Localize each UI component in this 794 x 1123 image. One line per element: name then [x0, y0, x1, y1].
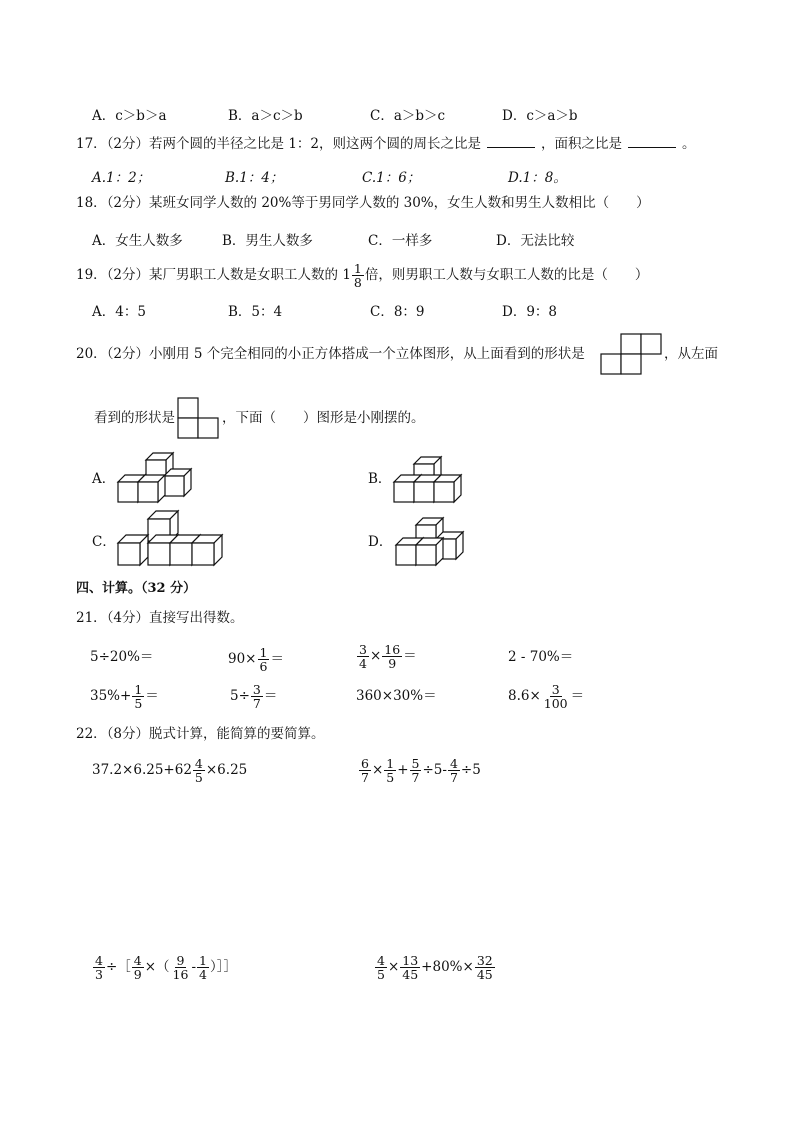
- cube-front-face: [396, 545, 416, 565]
- q19-option-b[interactable]: B．5：4: [228, 304, 283, 320]
- q19-options: [92, 300, 712, 320]
- q18-text: 某班女同学人数的 20%等于男同学人数的 30%，女生人数和男生人数相比（ ）: [149, 195, 650, 211]
- q19-text-a: 某厂男职工人数是女职工人数的: [149, 267, 339, 284]
- q22-expression-1[interactable]: 37.2×6.25+62 $\frac{4}{5}$ ×6.25: [92, 756, 248, 786]
- q20-option-a-label[interactable]: A．: [92, 471, 116, 487]
- top-view-figure: [601, 333, 663, 375]
- q17-option-c[interactable]: C.1：6；: [362, 170, 421, 186]
- q21-item-1[interactable]: 5÷20%＝: [90, 649, 154, 665]
- q18-option-c[interactable]: C．一样多: [368, 233, 433, 249]
- q20-text-d: ，下面（ ）图形是小刚摆的。: [222, 410, 425, 426]
- q22-text: 脱式计算，能简算的要简算。: [149, 726, 325, 742]
- q19-stem: [76, 262, 648, 289]
- q19-mixed-number: 1 $\frac{1}{8}$: [342, 261, 362, 291]
- cube-front-face: [434, 482, 454, 502]
- cube-front-face: [118, 543, 140, 565]
- q21-item-4[interactable]: 2 - 70%＝: [508, 649, 574, 665]
- q17-options: [92, 166, 712, 186]
- cube-front-face: [164, 476, 184, 496]
- cube-front-face: [394, 482, 414, 502]
- q22-score: （8分）: [106, 726, 150, 742]
- q22-stem: [76, 728, 325, 742]
- q22-expression-4[interactable]: $\frac{4}{5}$ × $\frac{13}{45}$ +80%× $\frac{32}{45}$: [377, 953, 493, 983]
- q20-number: 20．: [76, 346, 107, 362]
- q16-option-d[interactable]: D．c＞a＞b: [502, 108, 578, 124]
- q17-blank-1[interactable]: [487, 135, 535, 148]
- q19-score: （2分）: [106, 267, 150, 284]
- cube-front-face: [414, 482, 434, 502]
- q20-option-b-figure[interactable]: [390, 456, 462, 504]
- q17-option-d[interactable]: D.1：8。: [508, 170, 567, 186]
- q21-item-8[interactable]: 8.6× $\frac{3}{100}$ ＝: [508, 682, 585, 712]
- q20-text-a: 小刚用 5 个完全相同的小正方体搭成一个立体图形，从上面看到的形状是: [149, 346, 585, 362]
- q17-text-b: ，面积之比是: [541, 136, 623, 152]
- q21-text: 直接写出得数。: [149, 610, 244, 626]
- q21-score: （4分）: [106, 610, 150, 626]
- q17-option-a[interactable]: A.1：2；: [92, 170, 151, 186]
- q20-stem-line1: [76, 348, 585, 362]
- q21-stem: [76, 612, 244, 626]
- q19-number: 19．: [76, 267, 107, 284]
- left-view-figure: [178, 397, 220, 439]
- q19-text-b: 倍，则男职工人数与女职工人数的比是（ ）: [364, 267, 649, 284]
- section-4-title: 四、计算。（32 分）: [76, 581, 197, 596]
- q20-option-d-figure[interactable]: [392, 517, 468, 567]
- q22-expression-2[interactable]: $\frac{6}{7}$ × $\frac{1}{5}$ + $\frac{5}{7}$ ÷5- $\frac{4}{7}$ ÷5: [361, 756, 481, 786]
- q20-option-c-label[interactable]: C．: [92, 534, 116, 550]
- q21-item-6[interactable]: 5÷ $\frac{3}{7}$ ＝: [230, 682, 278, 712]
- q19-option-d[interactable]: D．9：8: [502, 304, 558, 320]
- q20-option-c-figure[interactable]: [116, 511, 228, 571]
- q18-option-a[interactable]: A．女生人数多: [92, 233, 183, 249]
- cube-front-face: [416, 545, 436, 565]
- q22-expression-3[interactable]: $\frac{4}{3}$ ÷［ $\frac{4}{9}$ ×（ $\frac{9}{16}$ - $\frac{1}{4}$ ）］］: [95, 953, 237, 983]
- q18-stem: [76, 197, 650, 211]
- cube-front-face: [118, 482, 138, 502]
- q16-option-c[interactable]: C．a＞b＞c: [370, 108, 446, 124]
- q21-item-7[interactable]: 360×30%＝: [356, 688, 437, 704]
- q17-score: （2分）: [106, 136, 150, 152]
- q20-score: （2分）: [106, 346, 150, 362]
- q20-option-a-figure[interactable]: [116, 452, 196, 508]
- q19-option-a[interactable]: A．4：5: [92, 304, 146, 320]
- q20-text-b: ，从左面: [664, 346, 718, 362]
- q21-item-5[interactable]: 35%+ $\frac{1}{5}$ ＝: [90, 682, 159, 712]
- q19-option-c[interactable]: C．8：9: [370, 304, 425, 320]
- q22-number: 22．: [76, 726, 107, 742]
- cube-front-face: [148, 543, 170, 565]
- q17-option-b[interactable]: B.1：4；: [225, 170, 284, 186]
- q16-option-b[interactable]: B．a＞c＞b: [228, 108, 303, 124]
- q21-item-3[interactable]: $\frac{3}{4}$ × $\frac{16}{9}$ ＝: [359, 642, 417, 672]
- q20-text-c: 看到的形状是: [94, 410, 175, 426]
- q18-options: [92, 229, 712, 249]
- q21-item-2[interactable]: 90× $\frac{1}{6}$ ＝: [228, 645, 284, 675]
- q18-option-b[interactable]: B．男生人数多: [222, 233, 313, 249]
- q18-number: 18．: [76, 195, 107, 211]
- q17-text-a: 若两个圆的半径之比是 1：2，则这两个圆的周长之比是: [149, 136, 482, 152]
- q17-stem: [76, 135, 696, 152]
- cube-front-face: [138, 482, 158, 502]
- q18-score: （2分）: [106, 195, 150, 211]
- q20-option-b-label[interactable]: B．: [368, 471, 392, 487]
- q17-number: 17．: [76, 136, 107, 152]
- cube-front-face: [192, 543, 214, 565]
- q20-option-d-label[interactable]: D．: [368, 534, 393, 550]
- q17-text-end: 。: [682, 136, 696, 152]
- q21-number: 21．: [76, 610, 107, 626]
- cube-front-face: [170, 543, 192, 565]
- q17-blank-2[interactable]: [628, 135, 676, 148]
- q16-options: [92, 104, 712, 124]
- q18-option-d[interactable]: D．无法比较: [496, 233, 575, 249]
- q16-option-a[interactable]: A．c＞b＞a: [92, 108, 167, 124]
